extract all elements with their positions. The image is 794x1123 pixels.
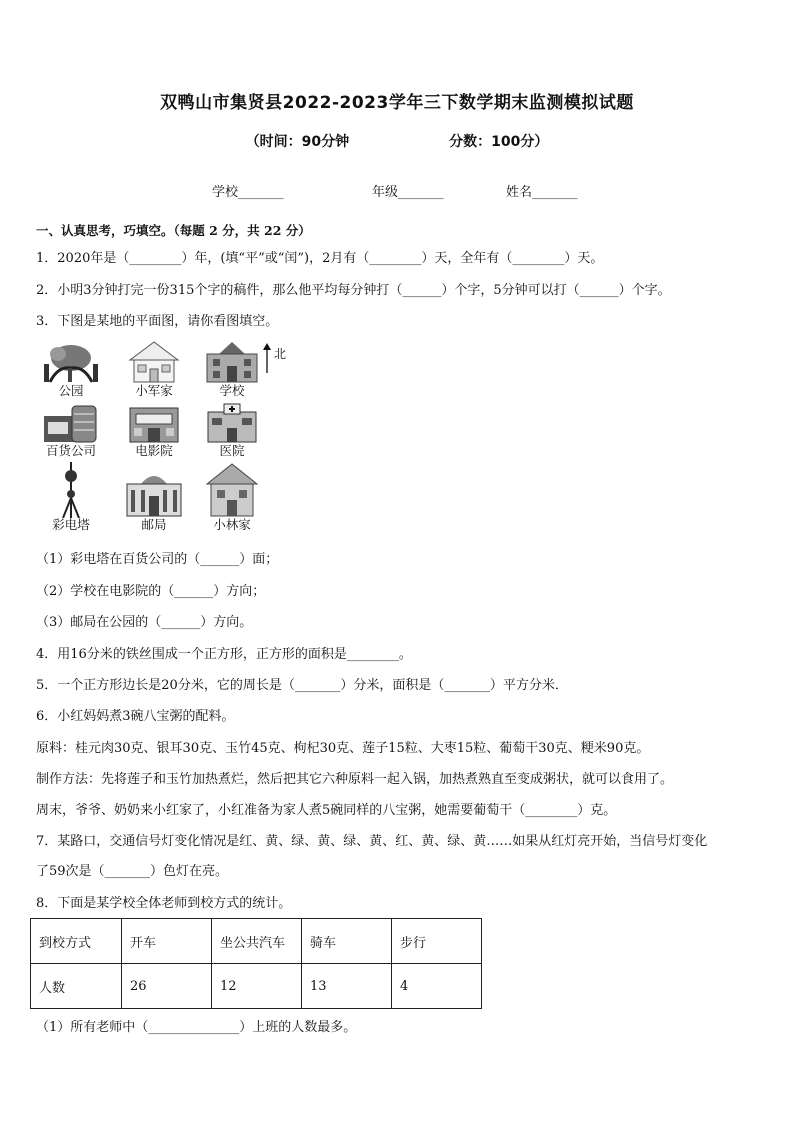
map-cinema [119,402,189,458]
map-label-xiaojun-home: 小军家 [135,383,173,398]
question-8: 8．下面是某学校全体老师到校方式的统计。 [36,896,292,911]
commute-table [30,918,482,1009]
table-cell: 开车 [122,919,212,964]
question-7-line-2: 了59次是（_______）色灯在亮。 [36,864,229,879]
table-cell: 坐公共汽车 [212,919,302,964]
question-8-1: （1）所有老师中（______________）上班的人数最多。 [36,1020,357,1035]
table-cell: 骑车 [302,919,392,964]
map-park [36,340,106,398]
department-store-icon [38,402,104,444]
map-grid [36,340,296,540]
map-xiaojun-home [119,340,189,398]
map-label-xiaolin-home: 小林家 [213,517,251,532]
xiaolin-home-icon [199,462,265,518]
question-6-ingredients: 原料：桂元肉30克、银耳30克、玉竹45克、枸杞30克、莲子15粒、大枣15粒、葡萄干30克、粳米90克。 [36,741,650,756]
map-label-department-store: 百货公司 [45,443,96,458]
exam-time: （时间：90分钟 [245,134,350,150]
question-3: 3．下图是某地的平面图，请你看图填空。 [36,314,279,329]
exam-title: 双鸭山市集贤县2022-2023学年三下数学期末监测模拟试题 [160,93,634,113]
table-header-row [31,919,482,964]
map-school [197,340,267,398]
table-cell: 到校方式 [31,919,122,964]
question-3-1: （1）彩电塔在百货公司的（______）面； [36,552,279,567]
table-row [31,964,482,1009]
question-3-2: （2）学校在电影院的（______）方向； [36,584,266,599]
table-cell: 12 [212,964,302,1009]
school-icon [199,340,265,384]
map-hospital [197,402,267,458]
school-field[interactable]: 学校_______ [212,185,284,200]
table-cell: 4 [392,964,482,1009]
map-label-school: 学校 [219,383,245,398]
house-icon [124,340,184,384]
north-label: 北 [274,347,287,361]
tv-tower-icon [41,462,101,518]
question-1: 1．2020年是（________）年，(填“平”或“闰”)，2月有（________）天，全年有（________）天。 [36,251,604,266]
question-6-method: 制作方法：先将莲子和玉竹加热煮烂，然后把其它六种原料一起入锅，加热煮熟直至变成粥状，就可以食用了。 [36,772,674,787]
question-6: 6．小红妈妈煮3碗八宝粥的配料。 [36,709,235,724]
cinema-icon [124,402,184,444]
map-tv-tower [36,462,106,532]
post-office-icon [121,462,187,518]
table-cell: 人数 [31,964,122,1009]
exam-subtitle [0,131,794,151]
map-label-cinema: 电影院 [135,443,173,458]
table-cell: 步行 [392,919,482,964]
map-department-store [36,402,106,458]
hospital-icon [202,402,262,444]
park-icon [38,340,104,384]
question-3-3: （3）邮局在公园的（______）方向。 [36,615,253,630]
table-cell: 26 [122,964,212,1009]
map-label-park: 公园 [58,383,84,398]
map-post-office [119,462,189,532]
table-cell: 13 [302,964,392,1009]
name-field[interactable]: 姓名_______ [506,185,578,200]
section-heading: 一、认真思考，巧填空。（每题 2 分，共 22 分） [36,223,311,238]
question-7-line-1: 7．某路口，交通信号灯变化情况是红、黄、绿、黄、绿、黄、红、黄、绿、黄……如果从红灯亮开始，当信号灯变化 [36,834,708,849]
question-4: 4．用16分米的铁丝围成一个正方形，正方形的面积是________。 [36,647,412,662]
exam-score: 分数：100分） [449,134,549,150]
grade-field[interactable]: 年级_______ [372,185,444,200]
map-label-tv-tower: 彩电塔 [52,517,90,532]
question-5: 5．一个正方形边长是20分米，它的周长是（_______）分米，面积是（_______）平方分米． [36,678,568,693]
map-label-post-office: 邮局 [141,517,167,532]
question-6-question: 周末，爷爷、奶奶来小红家了，小红准备为家人煮5碗同样的八宝粥，她需要葡萄干（________）克。 [36,803,617,818]
question-2: 2．小明3分钟打完一份315个字的稿件，那么他平均每分钟打（______）个字，5分钟可以打（______）个字。 [36,283,671,298]
map-xiaolin-home [197,462,267,532]
map-label-hospital: 医院 [219,443,245,458]
